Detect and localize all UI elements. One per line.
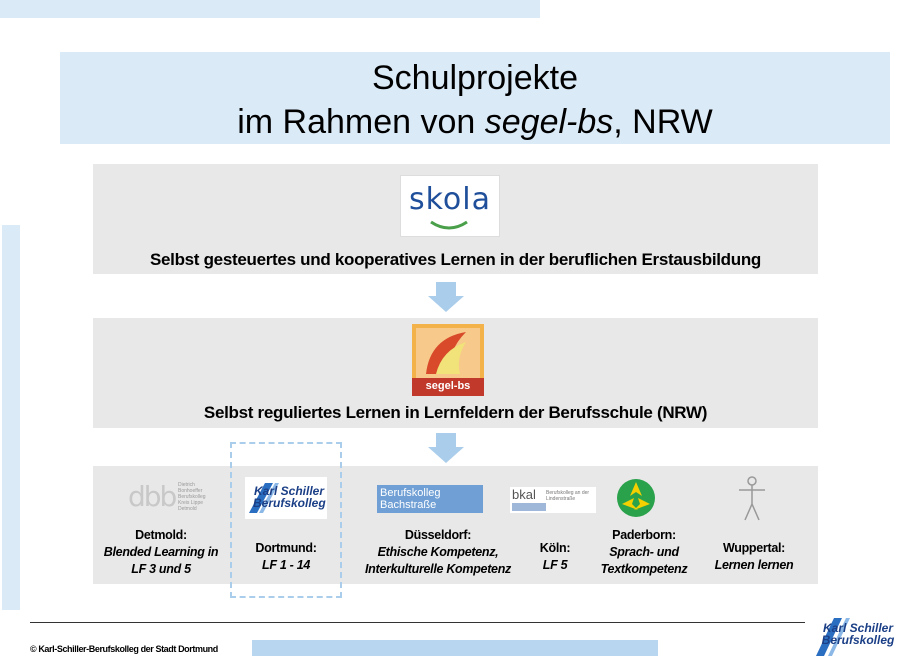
school-city: Köln: (539, 541, 571, 555)
footer-logo-text: Karl Schiller Berufskolleg (821, 621, 895, 647)
footer-divider (30, 622, 805, 623)
school-project: LF 5 (542, 558, 568, 572)
bkal-logo (510, 487, 596, 513)
school-project: Blended Learning in LF 3 und 5 (103, 545, 219, 576)
school-city: Detmold: (135, 528, 187, 542)
stage-segel-text: Selbst reguliertes Lernen in Lernfeldern der Berufsschule (NRW) (203, 403, 708, 422)
school-duesseldorf (345, 527, 531, 578)
bachstrasse-logo (377, 485, 483, 513)
footer-decoration-bar (252, 640, 658, 656)
bkal-logo-stripe (512, 503, 546, 511)
down-arrow-icon (428, 282, 464, 312)
paderborn-logo (614, 478, 658, 518)
school-project: Ethische Kompetenz, Interkulturelle Kompetenz (365, 545, 511, 576)
left-decoration-bar (2, 225, 20, 610)
school-koeln (520, 540, 590, 574)
segel-bs-logo (412, 324, 484, 396)
school-project: Lernen lernen (714, 558, 794, 572)
karl-schiller-logo (245, 477, 327, 519)
skola-logo-text: skola (408, 182, 491, 217)
dbb-logo (128, 482, 210, 514)
school-wuppertal (702, 540, 806, 574)
school-detmold (98, 527, 224, 578)
school-paderborn (594, 527, 694, 578)
title-line-1: Schulprojekte (371, 59, 578, 97)
stage-skola-text: Selbst gesteuertes und kooperatives Lernen in der beruflichen Erstausbildung (149, 250, 762, 269)
footer-copyright: © Karl-Schiller-Berufskolleg der Stadt Dortmund (30, 644, 218, 654)
top-decoration-bar (0, 0, 540, 18)
paderborn-logo-graphic (614, 478, 658, 518)
dortmund-highlight-box (230, 442, 342, 598)
vitruvian-figure-icon (736, 474, 768, 522)
vitruvian-figure-graphic (736, 474, 768, 522)
footer-karl-schiller-logo (812, 612, 896, 660)
school-city: Wuppertal: (722, 541, 786, 555)
page-title (60, 56, 890, 144)
school-city: Paderborn: (612, 528, 676, 542)
title-line-2: im Rahmen von segel-bs, NRW (237, 103, 713, 141)
school-project: Sprach- und Textkompetenz (600, 545, 688, 576)
bkal-logo-text: bkal (512, 487, 536, 502)
segel-bs-logo-text: segel-bs (425, 380, 471, 392)
school-project: LF 1 - 14 (261, 558, 310, 572)
dbb-logo-text: dbb (128, 480, 176, 513)
skola-logo (400, 175, 500, 237)
dbb-logo-subtext: Dietrich Bonhoeffer Berufskolleg Kreis Lippe Detmold (178, 482, 206, 512)
bachstrasse-logo-text: Berufskolleg Bachstraße (380, 487, 441, 511)
bkal-logo-subtext: Berufskolleg an der Lindenstraße (546, 490, 590, 502)
school-city: Düsseldorf: (404, 528, 472, 542)
school-dortmund (232, 540, 340, 574)
karl-schiller-logo-text: Karl Schiller Berufskolleg (253, 484, 326, 510)
school-city: Dortmund: (255, 541, 317, 555)
down-arrow-icon (428, 433, 464, 463)
